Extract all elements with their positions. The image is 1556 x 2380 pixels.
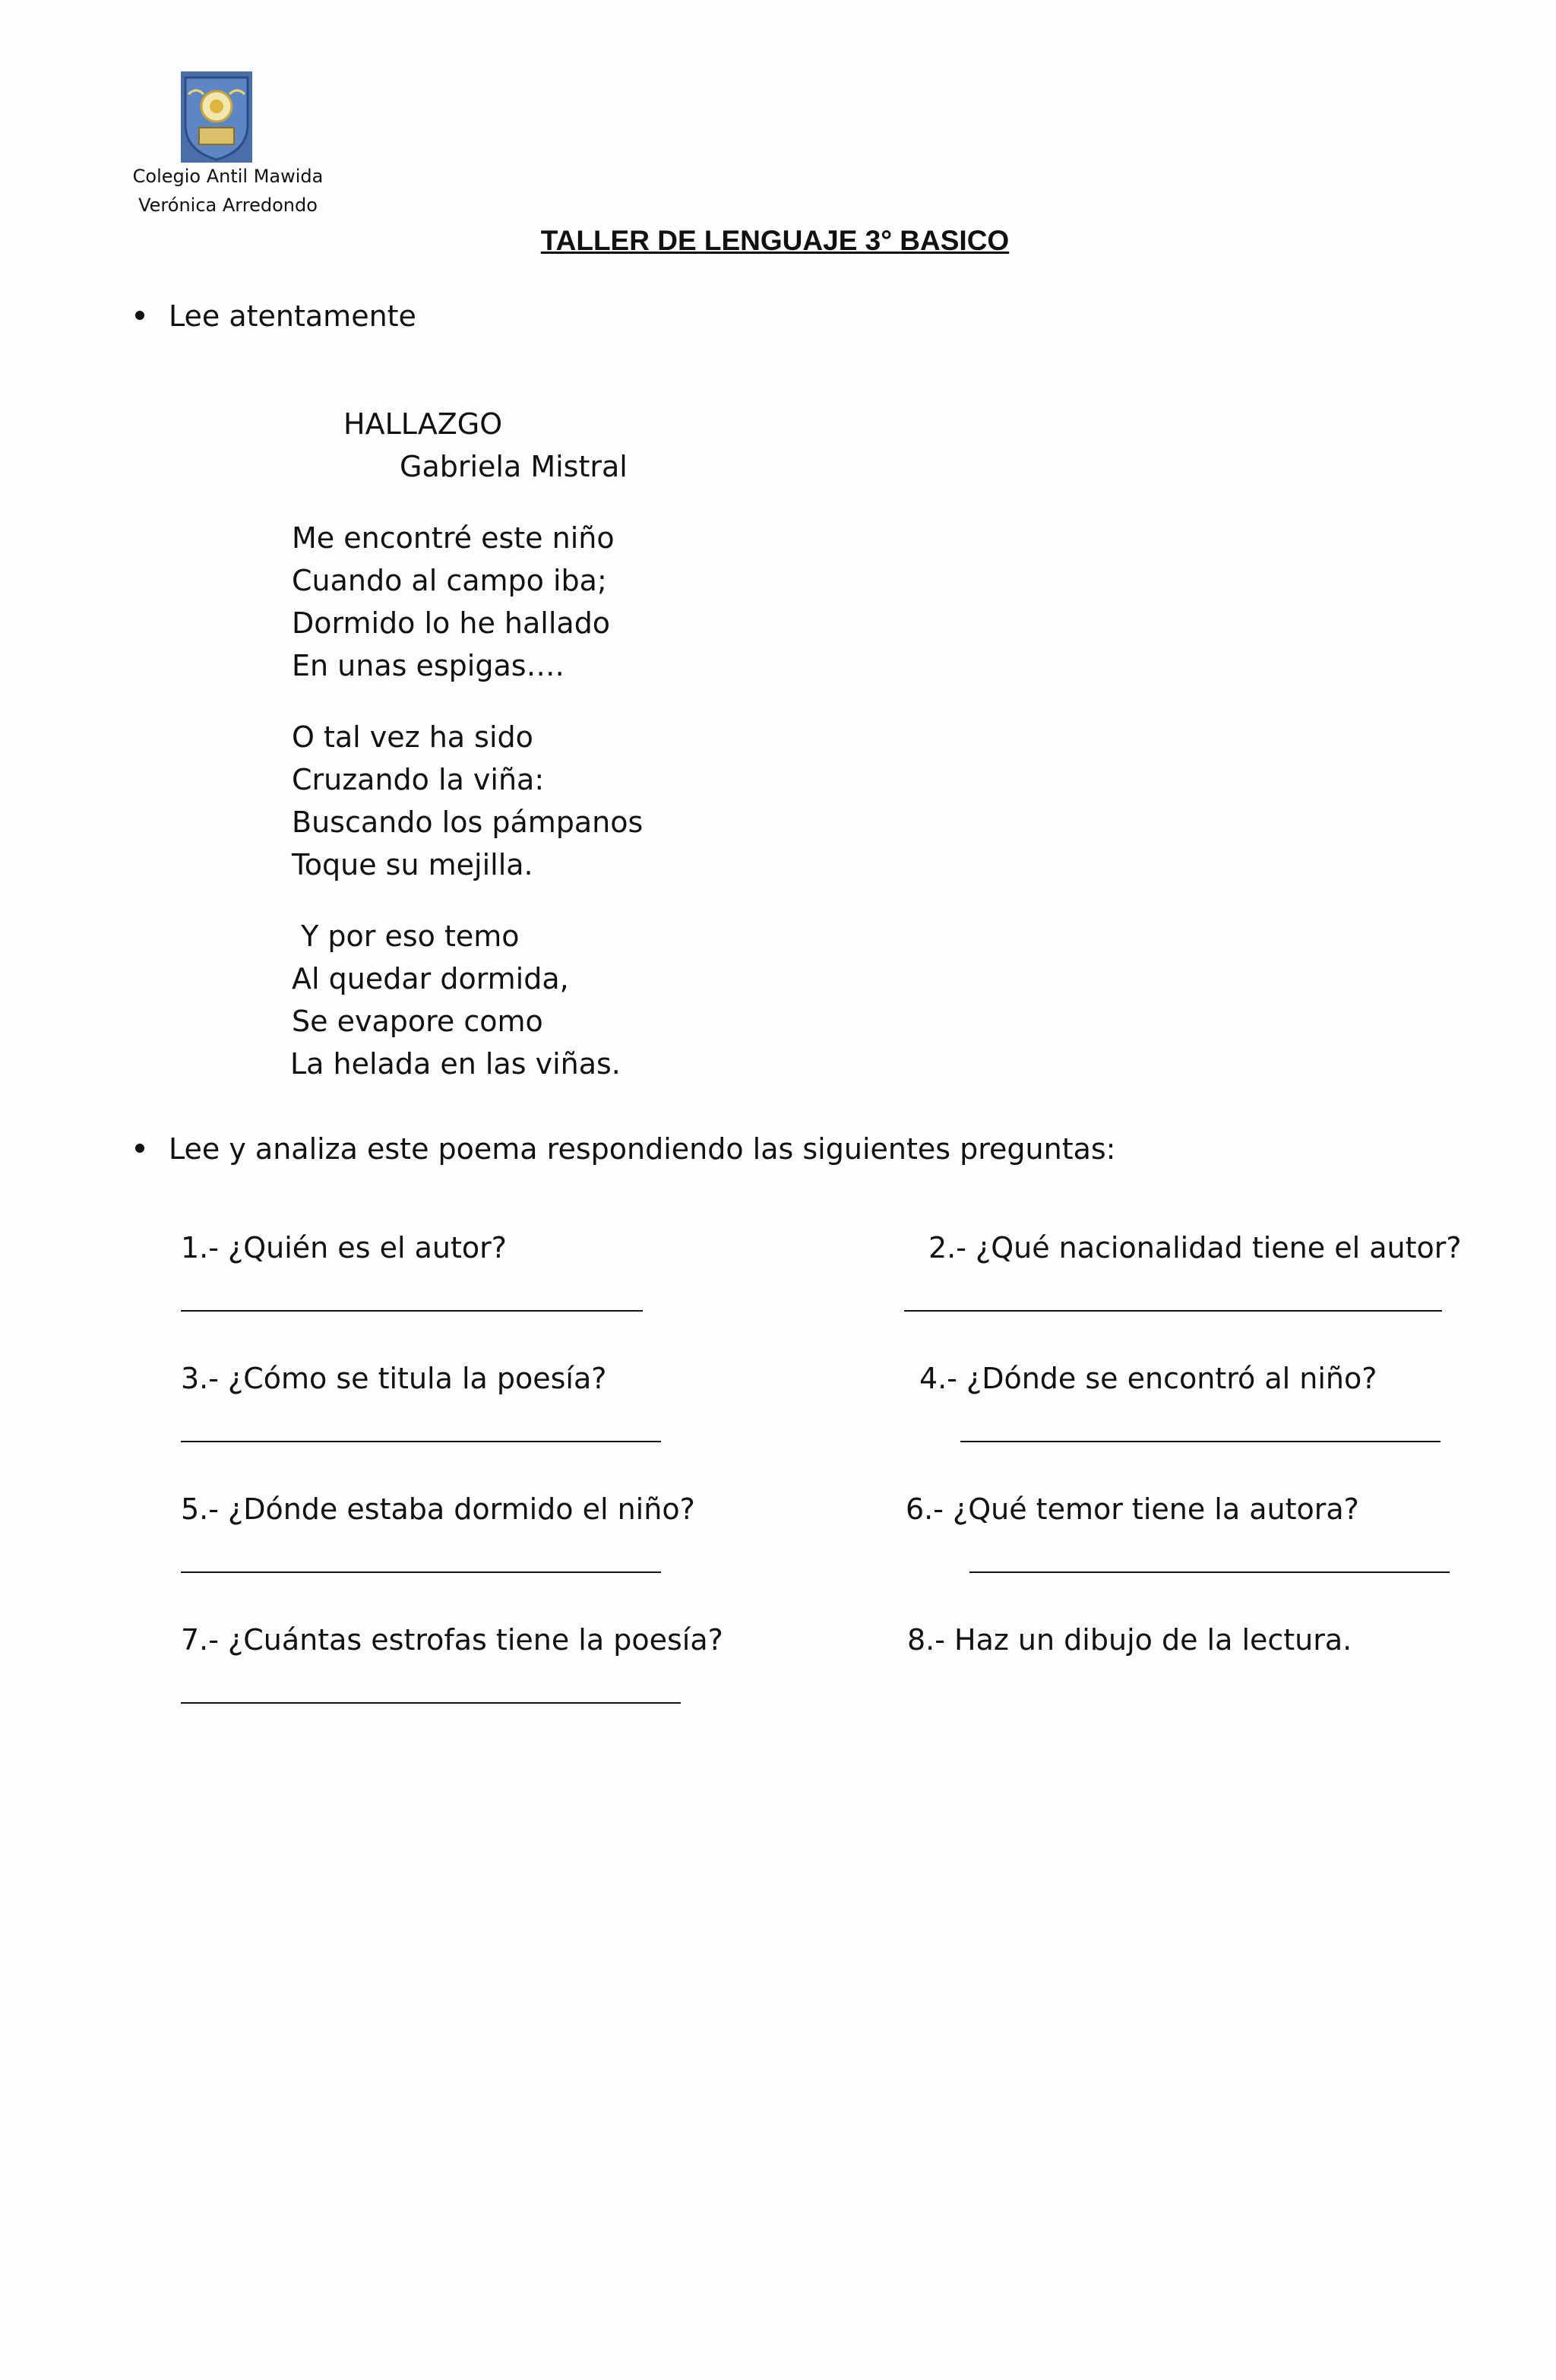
poem-line: Toque su mejilla. bbox=[292, 848, 533, 881]
question-6: 6.- ¿Qué temor tiene la autora? bbox=[906, 1492, 1359, 1526]
answer-line-6[interactable] bbox=[969, 1571, 1450, 1573]
poem-line: La helada en las viñas. bbox=[290, 1047, 621, 1081]
poem-line: Cuando al campo iba; bbox=[292, 564, 607, 597]
bullet-icon bbox=[135, 311, 144, 320]
question-8: 8.- Haz un dibujo de la lectura. bbox=[907, 1623, 1352, 1657]
poem-line: Al quedar dormida, bbox=[292, 962, 569, 995]
question-3: 3.- ¿Cómo se titula la poesía? bbox=[181, 1362, 607, 1395]
page-title: TALLER DE LENGUAJE 3° BASICO bbox=[540, 225, 1010, 256]
poem-line: Me encontré este niño bbox=[292, 521, 615, 555]
poem-line: Cruzando la viña: bbox=[292, 763, 545, 796]
question-4: 4.- ¿Dónde se encontró al niño? bbox=[919, 1362, 1377, 1395]
bullet-icon bbox=[135, 1144, 144, 1153]
poem-line: En unas espigas…. bbox=[292, 649, 565, 682]
question-7: 7.- ¿Cuántas estrofas tiene la poesía? bbox=[181, 1623, 723, 1657]
school-crest-icon bbox=[181, 71, 252, 163]
poem-line: Se evapore como bbox=[292, 1005, 543, 1038]
school-name: Colegio Antil Mawida bbox=[132, 166, 324, 187]
answer-line-3[interactable] bbox=[181, 1441, 661, 1442]
teacher-name: Verónica Arredondo bbox=[138, 195, 318, 216]
question-2: 2.- ¿Qué nacionalidad tiene el autor? bbox=[928, 1231, 1462, 1264]
poem-line: Dormido lo he hallado bbox=[292, 606, 611, 640]
instruction-text: Lee atentamente bbox=[169, 299, 416, 333]
answer-line-7[interactable] bbox=[181, 1702, 681, 1704]
poem-author: Gabriela Mistral bbox=[400, 450, 628, 483]
answer-line-2[interactable] bbox=[904, 1310, 1442, 1312]
instruction-read bbox=[135, 299, 416, 333]
question-5: 5.- ¿Dónde estaba dormido el niño? bbox=[181, 1492, 695, 1526]
instruction-analyze bbox=[135, 1132, 1116, 1166]
answer-line-1[interactable] bbox=[181, 1310, 643, 1312]
question-1: 1.- ¿Quién es el autor? bbox=[181, 1231, 507, 1264]
poem-line: O tal vez ha sido bbox=[292, 720, 533, 754]
poem-line: Y por eso temo bbox=[292, 919, 520, 953]
answer-line-4[interactable] bbox=[960, 1441, 1441, 1442]
answer-line-5[interactable] bbox=[181, 1571, 661, 1573]
poem-line: Buscando los pámpanos bbox=[292, 805, 644, 839]
instruction-text: Lee y analiza este poema respondiendo las siguientes preguntas: bbox=[169, 1132, 1116, 1166]
poem-title: HALLAZGO bbox=[343, 407, 503, 441]
